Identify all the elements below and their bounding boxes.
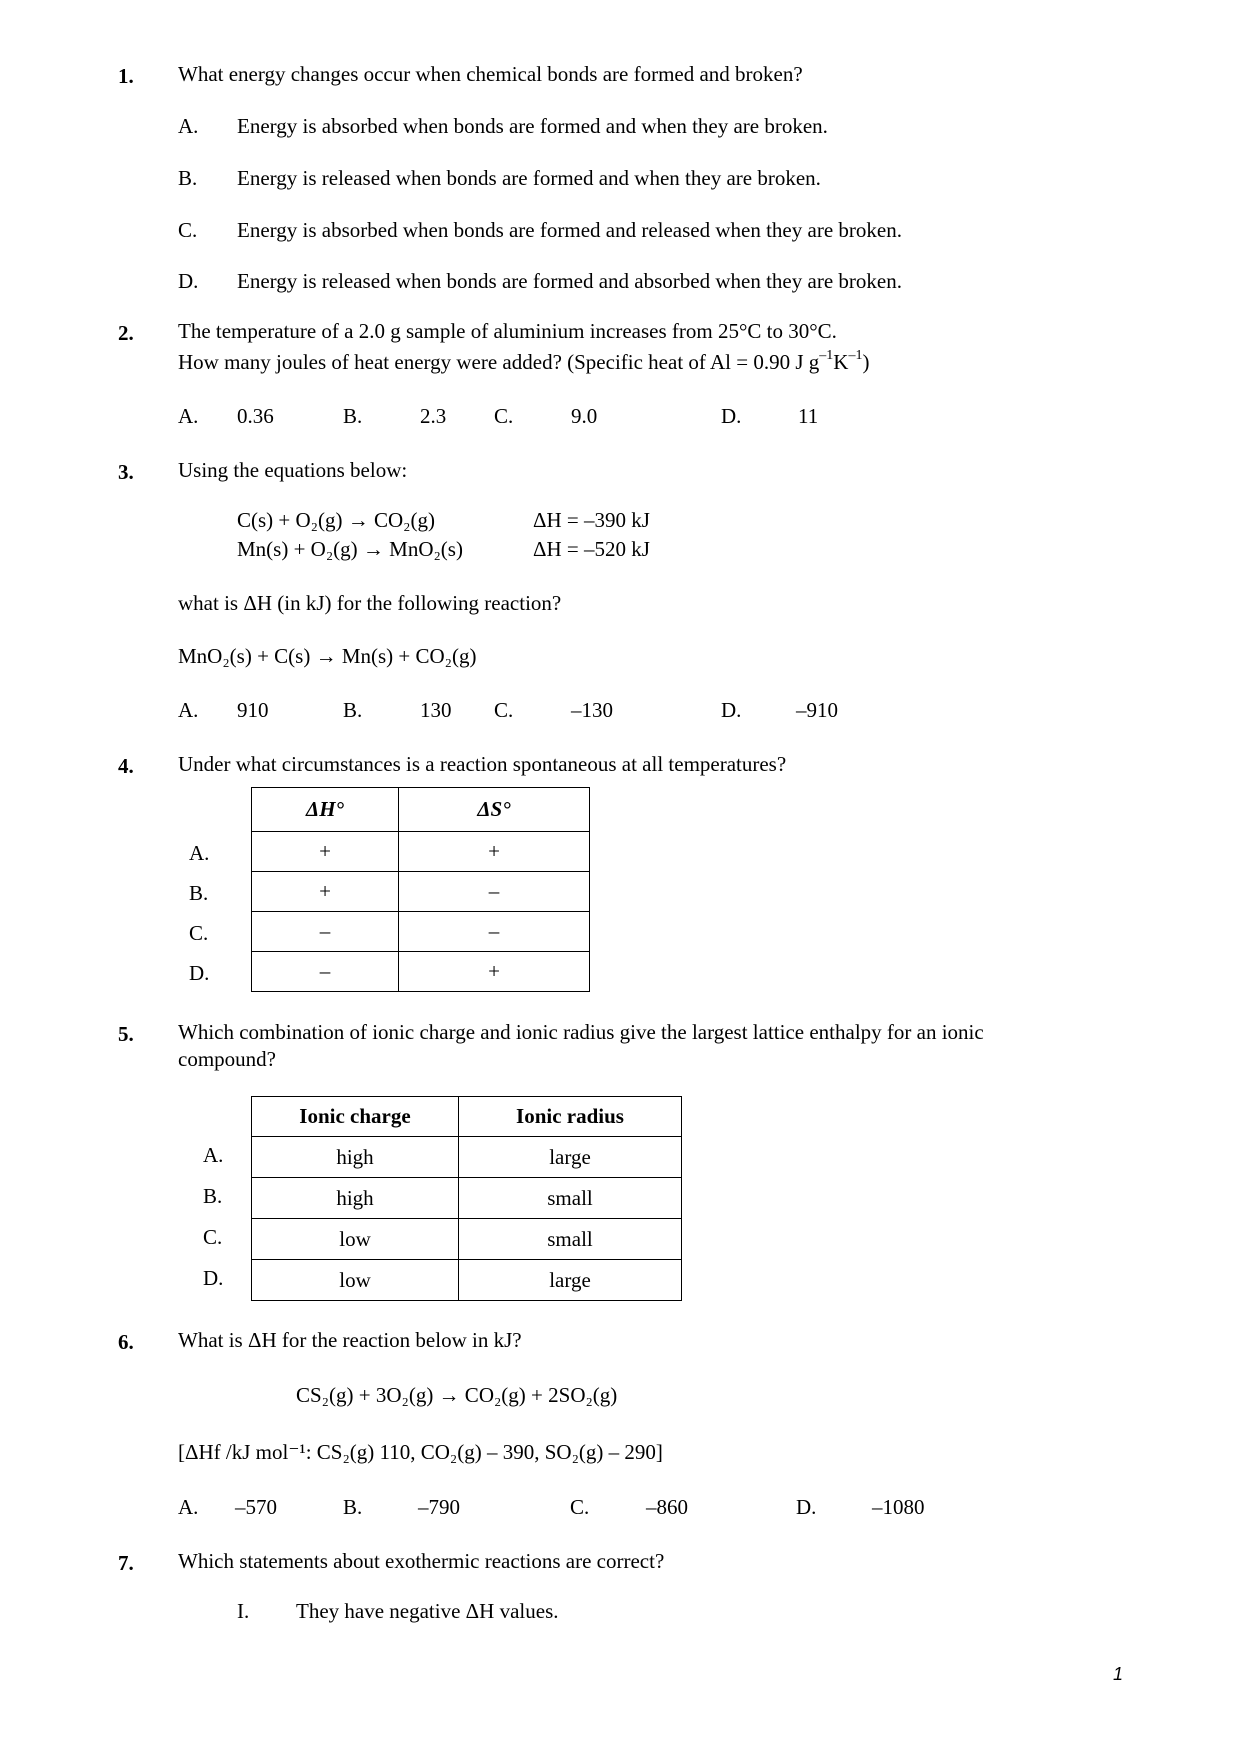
table-row	[252, 872, 590, 912]
table-cell: +	[252, 872, 399, 912]
table-header-row	[252, 1097, 682, 1137]
row-letter: B.	[203, 1184, 223, 1208]
table-row	[252, 832, 590, 872]
row-letter: B.	[189, 881, 209, 905]
option-text: Energy is released when bonds are formed and when they are broken.	[237, 166, 821, 190]
question-stem-line2	[178, 348, 1078, 376]
question-stem: What is ΔH for the reaction below in kJ?	[178, 1328, 522, 1352]
option-value: 910	[237, 698, 269, 722]
superscript: –1	[819, 348, 834, 363]
question-stem: What energy changes occur when chemical bonds are formed and broken?	[178, 62, 803, 86]
option-letter: D.	[721, 698, 742, 722]
table-cell: –	[252, 912, 399, 952]
statement-text: They have negative ΔH values.	[296, 1599, 559, 1623]
option-value: –1080	[872, 1495, 925, 1519]
table-header-row	[252, 788, 590, 832]
question-number: 6.	[118, 1330, 134, 1354]
row-letter: A.	[203, 1143, 224, 1167]
table-cell: low	[252, 1219, 459, 1260]
table-cell: large	[459, 1137, 682, 1178]
table-cell: –	[252, 952, 399, 992]
table-cell: +	[399, 952, 590, 992]
option-letter: D.	[178, 269, 199, 293]
option-value: 11	[798, 404, 819, 428]
table-cell: small	[459, 1219, 682, 1260]
option-value: 130	[420, 698, 452, 722]
table-cell: +	[252, 832, 399, 872]
table-cell: high	[252, 1137, 459, 1178]
equation-2: Mn(s) + O₂(g) → MnO₂(s)	[237, 537, 463, 561]
table-row	[252, 1260, 682, 1301]
row-letter: C.	[189, 921, 209, 945]
option-value: 9.0	[571, 404, 598, 428]
option-text: Energy is absorbed when bonds are formed and when they are broken.	[237, 114, 828, 138]
option-letter: C.	[570, 1495, 590, 1519]
row-letter: C.	[203, 1225, 223, 1249]
statement-number: I.	[237, 1599, 250, 1623]
stem-text: K	[833, 350, 849, 374]
table-cell: large	[459, 1260, 682, 1301]
page-number: 1	[1112, 1664, 1123, 1684]
answer-table	[251, 787, 590, 992]
question-number: 2.	[118, 321, 134, 345]
question-number: 1.	[118, 64, 134, 88]
stem-text: )	[862, 350, 870, 374]
option-value: 2.3	[420, 404, 447, 428]
table-cell: –	[399, 872, 590, 912]
table-cell: low	[252, 1260, 459, 1301]
table-row	[252, 912, 590, 952]
option-letter: A.	[178, 1495, 199, 1519]
question-stem-line2: compound?	[178, 1047, 276, 1071]
target-reaction: CS₂(g) + 3O₂(g) → CO₂(g) + 2SO₂(g)	[296, 1383, 618, 1407]
equation-2-enthalpy: ΔH = –520 kJ	[533, 537, 650, 561]
option-text: Energy is absorbed when bonds are formed and released when they are broken.	[237, 218, 902, 242]
target-reaction: MnO₂(s) + C(s) → Mn(s) + CO₂(g)	[178, 644, 477, 668]
option-letter: C.	[494, 404, 514, 428]
option-letter: D.	[796, 1495, 817, 1519]
row-letter: A.	[189, 841, 210, 865]
option-letter: B.	[343, 698, 363, 722]
question-stem-line1: The temperature of a 2.0 g sample of aluminium increases from 25°C to 30°C.	[178, 319, 837, 343]
option-value: –570	[235, 1495, 277, 1519]
option-letter: C.	[494, 698, 514, 722]
option-letter: B.	[343, 1495, 363, 1519]
option-letter: B.	[343, 404, 363, 428]
header-entropy: ΔS°	[399, 788, 590, 832]
header-enthalpy: ΔH°	[252, 788, 399, 832]
header-ionic-radius: Ionic radius	[459, 1097, 682, 1137]
answer-table	[251, 1096, 682, 1301]
question-stem-line1: Which combination of ionic charge and ionic radius give the largest lattice enthalpy for an ionic	[178, 1020, 984, 1044]
table-cell: +	[399, 832, 590, 872]
stem-text: How many joules of heat energy were added? (Specific heat of Al = 0.90 J g	[178, 350, 820, 374]
option-letter: C.	[178, 218, 198, 242]
table-row	[252, 1137, 682, 1178]
option-value: 0.36	[237, 404, 274, 428]
table-row	[252, 952, 590, 992]
option-value: –860	[646, 1495, 688, 1519]
option-letter: A.	[178, 404, 199, 428]
table-row	[252, 1219, 682, 1260]
question-stem: Which statements about exothermic reactions are correct?	[178, 1549, 665, 1573]
table-cell: –	[399, 912, 590, 952]
question-stem: Under what circumstances is a reaction spontaneous at all temperatures?	[178, 752, 787, 776]
header-ionic-charge: Ionic charge	[252, 1097, 459, 1137]
question-number: 4.	[118, 754, 134, 778]
formation-data: [ΔHf /kJ mol⁻¹: CS₂(g) 110, CO₂(g) – 390, SO₂(g) – 290]	[178, 1440, 663, 1464]
option-value: –790	[418, 1495, 460, 1519]
question-number: 5.	[118, 1022, 134, 1046]
question-prompt: what is ΔH (in kJ) for the following reaction?	[178, 591, 562, 615]
table-row	[252, 1178, 682, 1219]
option-value: –910	[796, 698, 838, 722]
table-cell: high	[252, 1178, 459, 1219]
question-number: 3.	[118, 460, 134, 484]
option-letter: A.	[178, 698, 199, 722]
option-text: Energy is released when bonds are formed and absorbed when they are broken.	[237, 269, 902, 293]
row-letter: D.	[189, 961, 210, 985]
option-letter: B.	[178, 166, 198, 190]
option-letter: A.	[178, 114, 199, 138]
question-number: 7.	[118, 1551, 134, 1575]
equation-1-enthalpy: ΔH = –390 kJ	[533, 508, 650, 532]
row-letter: D.	[203, 1266, 224, 1290]
question-stem: Using the equations below:	[178, 458, 408, 482]
table-cell: small	[459, 1178, 682, 1219]
equation-1: C(s) + O₂(g) → CO₂(g)	[237, 508, 435, 532]
superscript: –1	[848, 348, 863, 363]
option-value: –130	[571, 698, 613, 722]
option-letter: D.	[721, 404, 742, 428]
